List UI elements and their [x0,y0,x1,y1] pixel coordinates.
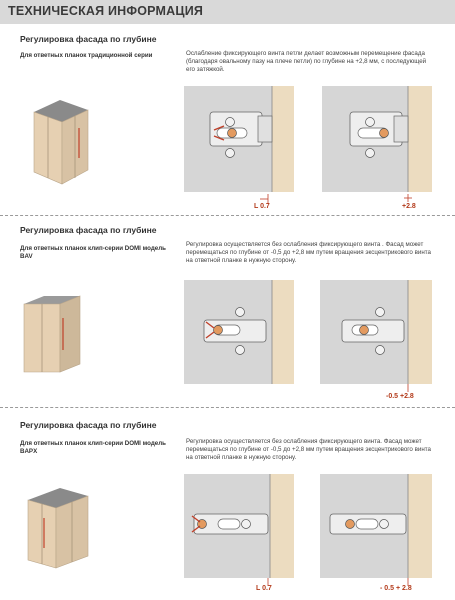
section-3-label-left: L 0.7 [256,585,272,592]
section-divider [0,215,455,216]
section-3-description: Регулировка осуществляется без ослабления фиксирующего винта. Фасад может перемещаться по глубине от -0,5 до +2,8 мм путем вращения эксцентрикового винта на ответной планке в нужную сторону. [186,438,431,462]
section-3-label-right: - 0.5 + 2.8 [380,585,412,592]
section-3-cabinet-image [26,486,92,570]
section-2-subtitle: Для ответных планок клип-серии DOMI модель BAV [20,245,166,260]
section-2-title: Регулировка фасада по глубине [20,225,157,235]
section-2-label-right: -0.5 +2.8 [386,393,414,400]
section-divider [0,407,455,408]
section-1-title: Регулировка фасада по глубине [20,34,157,44]
section-1-label-right: +2.8 [402,203,416,210]
section-3-title: Регулировка фасада по глубине [20,420,157,430]
section-3-diagram-left [184,474,294,592]
section-1-description: Ослабление фиксирующего винта петли делает возможным перемещение фасада (благодаря овальному пазу на плече петли) по глубине на +2,8 мм, с последующей его затяжкой. [186,50,427,74]
section-2-cabinet-image [22,294,84,374]
section-3-subtitle: Для ответных планок клип-серии DOMI модель BAPX [20,440,166,455]
section-1-diagram-left [184,86,294,210]
section-1-subtitle: Для ответных планок традиционной серии [20,52,153,59]
section-2-diagram-right [320,280,432,400]
section-1-label-left: L 0.7 [254,203,270,210]
header-bar [0,0,455,24]
section-1-diagram-right [322,86,432,210]
section-1-cabinet-image [30,98,92,186]
section-3-diagram-right [320,474,432,592]
section-2-diagram-left [184,280,294,392]
section-2-description: Регулировка осуществляется без ослабления фиксирующего винта . Фасад может перемещаться по глубине от -0,5 до +2,8 мм путем вращения эксцентрикового винта на ответной планке в нужную сторону. [186,241,431,265]
page-title: ТЕХНИЧЕСКАЯ ИНФОРМАЦИЯ [8,4,204,18]
